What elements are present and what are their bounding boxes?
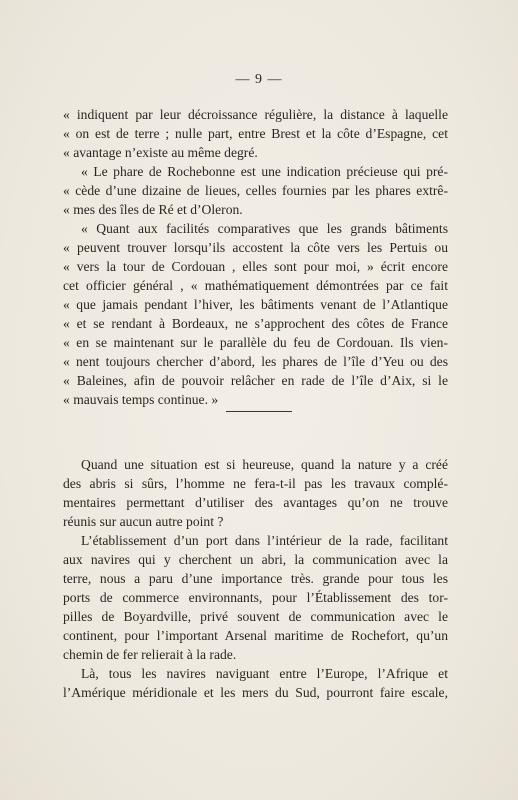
text-line: des abris si sûrs, l’homme ne fera-t-il pas les travaux complé- — [63, 476, 448, 491]
text-line: chemin de fer relierait à la rade. — [63, 647, 237, 662]
text-line: « et se rendant à Bordeaux, ne s’approchent des côtes de France — [63, 316, 448, 331]
text-line: l’Amérique méridionale et les mers du Sud, pourront faire escale, — [63, 685, 448, 700]
text-line: « peuvent trouver lorsqu’ils accostent la côte vers les Pertuis ou — [63, 240, 448, 255]
text-line: ports de commerce environnants, pour l’Établissement des tor- — [63, 590, 448, 605]
text-line: cet officier général , « mathématiquement démontrées par ce fait — [63, 278, 448, 293]
text-line: terre, nous a paru d’une importance très. grande pour tous les — [63, 571, 448, 586]
text-line: « indiquent par leur décroissance régulière, la distance à laquelle — [63, 107, 448, 122]
text-line: mentaires permettant d’utiliser des avantages qu’on ne trouve — [63, 495, 448, 510]
text-line: L’établissement d’un port dans l’intérieur de la rade, facilitant — [81, 533, 448, 548]
text-line: Là, tous les navires naviguant entre l’Europe, l’Afrique et — [81, 666, 448, 681]
section-divider — [226, 411, 292, 412]
page-number: — 9 — — [235, 72, 283, 87]
text-line: pilles de Boyardville, privé souvent de communication avec le — [63, 609, 448, 624]
text-line: « cède d’une dizaine de lieues, celles fournies par les phares extrê- — [63, 183, 448, 198]
text-line: « nent toujours chercher d’abord, les phares de l’île d’Yeu ou des — [63, 354, 448, 369]
text-line: « Le phare de Rochebonne est une indication précieuse qui pré- — [81, 164, 448, 179]
text-line: « Quant aux facilités comparatives que les grands bâtiments — [81, 221, 448, 236]
text-line: Quand une situation est si heureuse, quand la nature y a créé — [81, 457, 448, 472]
text-line: réunis sur aucun autre point ? — [63, 514, 224, 529]
text-line: continent, pour l’important Arsenal maritime de Rochefort, qu’un — [63, 628, 448, 643]
text-line: « en se maintenant sur le parallèle du feu de Cordouan. Ils vien- — [63, 335, 448, 350]
text-line: « avantage n’existe au même degré. — [63, 145, 258, 160]
text-line: « mes des îles de Ré et d’Oleron. — [63, 202, 243, 217]
quoted-passage — [63, 105, 448, 409]
text-line: aux navires qui y cherchent un abri, la communication avec la — [63, 552, 448, 567]
text-line: « que jamais pendant l’hiver, les bâtiments venant de l’Atlantique — [63, 297, 448, 312]
text-line: « vers la tour de Cordouan , elles sont pour moi, » écrit encore — [63, 259, 448, 274]
body-passage — [63, 455, 448, 702]
text-line: « mauvais temps continue. » — [63, 392, 219, 407]
text-line: « Baleines, afin de pouvoir relâcher en rade de l’île d’Aix, si le — [63, 373, 448, 388]
text-line: « on est de terre ; nulle part, entre Brest et la côte d’Espagne, cet — [63, 126, 448, 141]
